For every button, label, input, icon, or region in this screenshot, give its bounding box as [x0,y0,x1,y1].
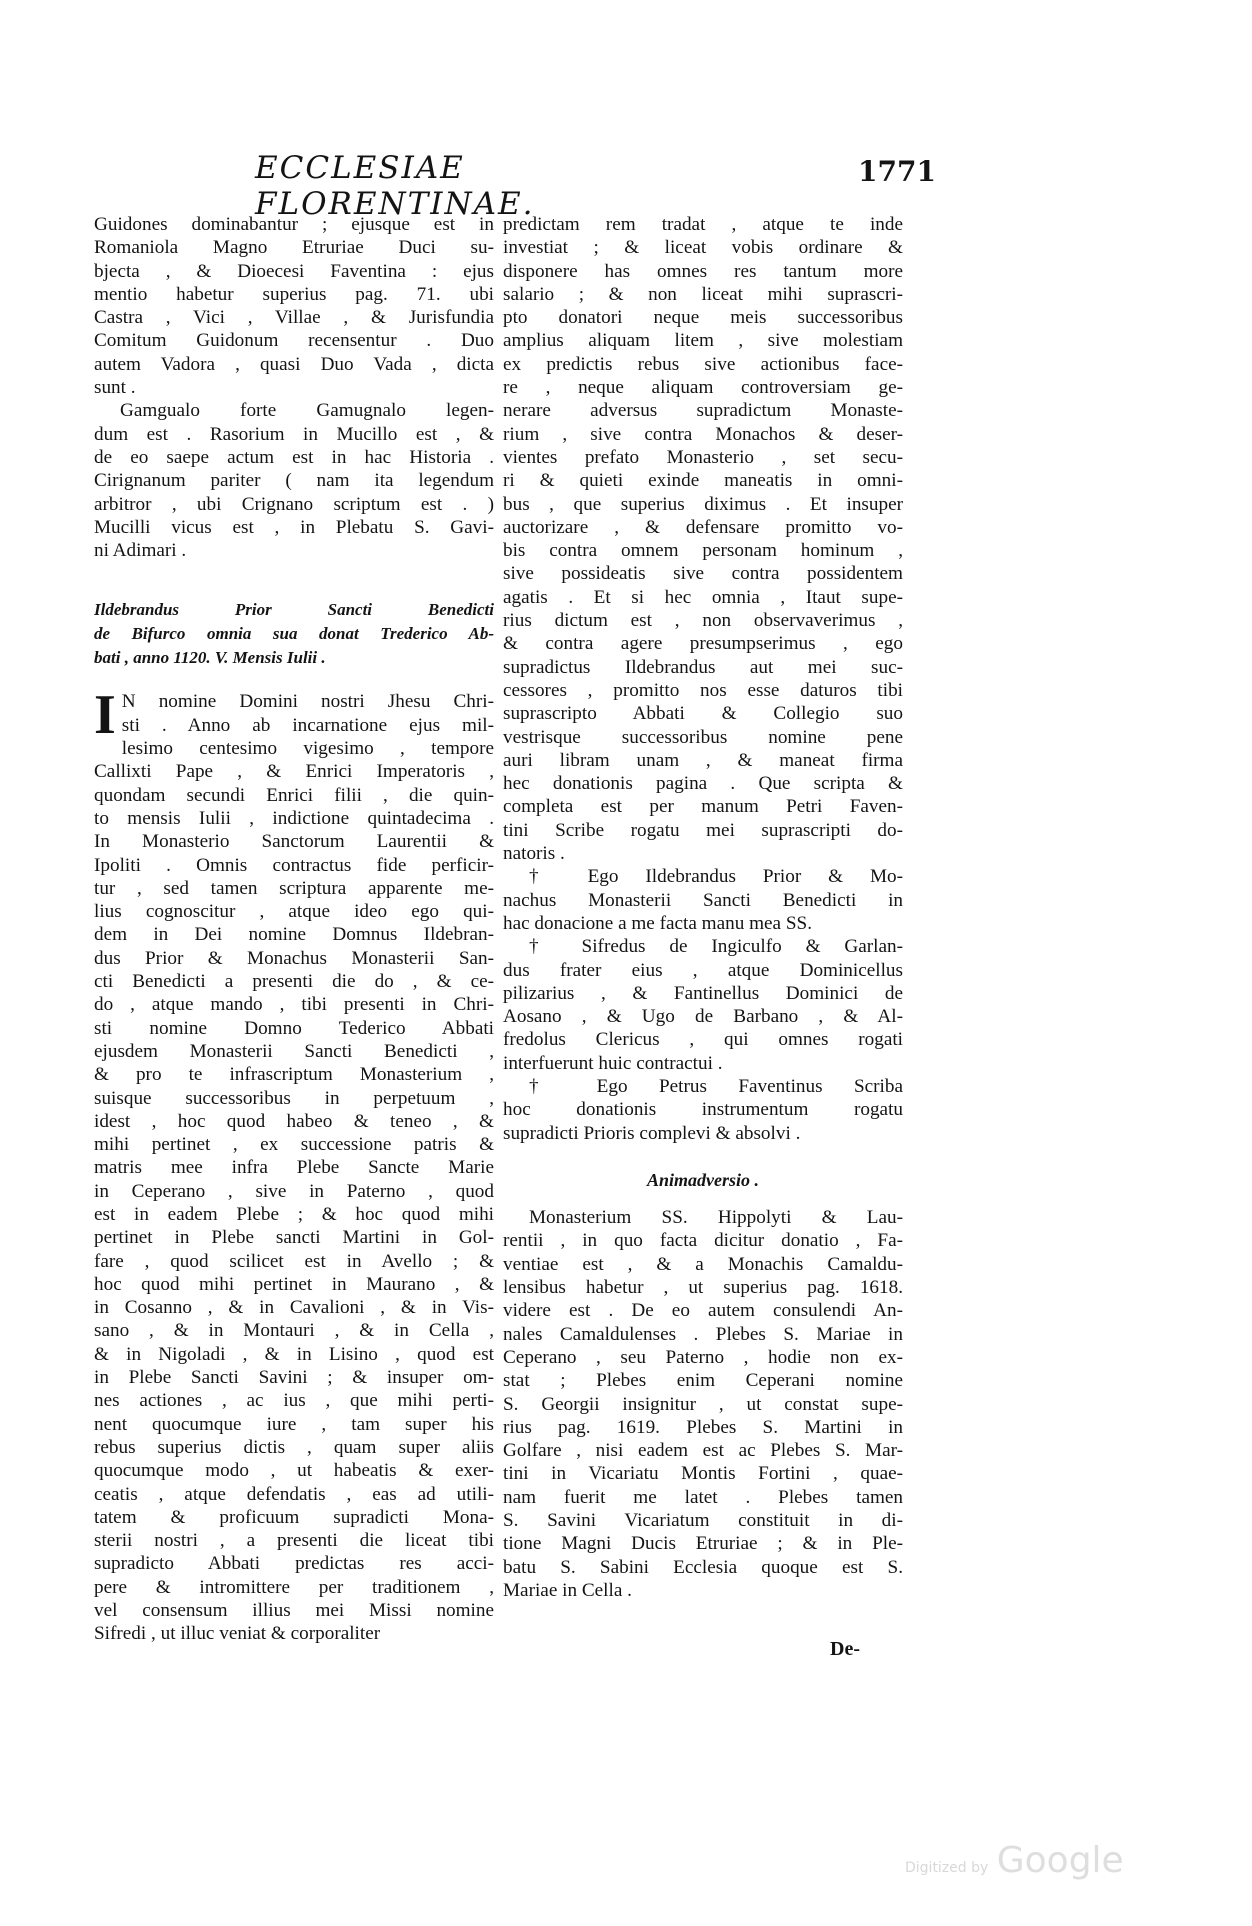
running-title: ECCLESIAE FLORENTINAE. [255,150,535,222]
text-line: auctorizare , & defensare promitto vo- [503,516,903,538]
text-line: nachus Monasterii Sancti Benedicti in [503,889,903,911]
text-line: rebus superius dictis , quam super aliis [94,1436,494,1458]
page-number: 1771 [858,155,936,188]
text-line: ri & quieti exinde maneatis in omni- [503,470,903,492]
text-line: vestrisque successoribus nomine pene [503,726,903,748]
text-line: lesimo centesimo vigesimo , tempore [121,738,494,760]
text-line: rius dictum est , non observaverimus , [503,610,903,632]
text-line: Ceperano , seu Paterno , hodie non ex- [503,1346,903,1368]
text-line: quondam secundi Enrici filii , die quin- [94,784,494,806]
text-line: Monasterium SS. Hippolyti & Lau- [529,1207,903,1229]
text-line: dus Prior & Monachus Monasterii San- [94,947,494,969]
text-line: hac donacione a me facta manu mea SS. [503,912,813,934]
drop-cap: I [94,684,116,747]
text-line: rium , sive contra Monachos & deser- [503,423,903,445]
text-line: hoc quod mihi pertinet in Maurano , & [94,1273,494,1295]
text-line: suprascripto Abbati & Collegio suo [503,703,903,725]
text-line: autem Vadora , quasi Duo Vada , dicta [94,353,494,375]
text-line: Sifredi , ut illuc veniat & corporaliter [94,1623,381,1645]
text-line: pere & intromittere per traditionem , [94,1576,494,1598]
text-line: tione Magni Ducis Etruriae ; & in Ple- [503,1533,903,1555]
text-line: supradicto Abbati predictas res acci- [94,1553,494,1575]
text-line: mihi pertinet , ex successione patris & [94,1134,494,1156]
charter-continuation [503,213,903,865]
text-line: amplius aliquam litem , sive molestiam [503,330,903,352]
catchword: De- [830,1638,860,1660]
text-line: & contra agere presumpserimus , ego [503,633,903,655]
text-line: idest , hoc quod habeo & teneo , & [94,1110,494,1132]
text-line: N nomine Domini nostri Jhesu Chri- [121,691,494,713]
text-line: completa est per manum Petri Faven- [503,796,903,818]
text-line: Mucilli vicus est , in Plebatu S. Gavi- [94,516,494,538]
text-line: S. Georgii insignitur , ut constat supe- [503,1393,903,1415]
signature-scribe [503,1075,903,1145]
text-line: sterii nostri , a presenti die liceat tibi [94,1530,494,1552]
text-line: Golfare , nisi eadem est ac Plebes S. Mar- [503,1440,903,1462]
signature-witnesses [503,935,903,1075]
commentary-paragraph-1 [94,213,494,399]
text-line: nales Camaldulenses . Plebes S. Mariae in [503,1323,903,1345]
text-line: tur , sed tamen scriptura apparente me- [94,877,494,899]
text-line: to mensis Iulii , indictione quintadecima . [94,807,494,829]
text-line: fredolus Clericus , qui omnes rogati [503,1029,903,1051]
text-line: ceatis , atque defendatis , eas ad utili- [94,1483,494,1505]
charter-body [94,684,494,1645]
text-line: tini Scribe rogatu mei suprascripti do- [503,819,903,841]
text-line: Castra , Vici , Villae , & Jurisfundia [94,307,494,329]
text-line: dus frater eius , atque Dominicellus [503,959,903,981]
text-line: in Ceperano , sive in Paterno , quod [94,1180,494,1202]
text-line: nent quocumque iure , tam super his [94,1413,494,1435]
text-line: † Sifredus de Ingiculfo & Garlan- [529,936,903,958]
text-line: † Ego Ildebrandus Prior & Mo- [529,866,903,888]
text-line: de Bifurco omnia sua donat Trederico Ab- [94,624,494,644]
google-logo: Google [996,1840,1124,1881]
animadversio-text [503,1206,903,1602]
text-line: salario ; & non liceat mihi suprascri- [503,283,903,305]
text-line: ejusdem Monasterii Sancti Benedicti , [94,1040,494,1062]
text-line: de eo saepe actum est in hac Historia . [94,446,494,468]
text-line: lius cognoscitur , atque ideo ego qui- [94,901,494,923]
text-line: sti nomine Domno Tederico Abbati [94,1017,494,1039]
text-line: mentio habetur superius pag. 71. ubi [94,283,494,305]
text-line: videre est . De eo autem consulendi An- [503,1300,903,1322]
text-line: stat ; Plebes enim Ceperani nomine [503,1370,903,1392]
text-line: agatis . Et si hec omnia , Itaut supe- [503,586,903,608]
text-line: hec donationis pagina . Que scripta & [503,773,903,795]
text-line: Callixti Pape , & Enrici Imperatoris , [94,761,494,783]
text-line: rius pag. 1619. Plebes S. Martini in [503,1416,903,1438]
text-line: & pro te infrascriptum Monasterium , [94,1064,494,1086]
text-line: sti . Anno ab incarnatione ejus mil- [121,714,494,736]
text-line: est in eadem Plebe ; & hoc quod mihi [94,1203,494,1225]
text-line: Cirignanum pariter ( nam ita legendum [94,470,494,492]
text-line: rentii , in quo facta dicitur donatio , Fa- [503,1230,903,1252]
left-column [94,213,494,1646]
text-line: Mariae in Cella . [503,1579,632,1601]
text-line: Comitum Guidonum recensentur . Duo [94,330,494,352]
text-line: in Plebe Sancti Savini ; & insuper om- [94,1367,494,1389]
signature-prior [503,865,903,935]
text-line: predictam rem tradat , atque te inde [503,214,903,235]
text-line: bjecta , & Dioecesi Faventina : ejus [94,260,494,282]
charter-text [94,684,494,1645]
text-line: in Cosanno , & in Cavalioni , & in Vis- [94,1297,494,1319]
text-line: arbitror , ubi Crignano scriptum est . ) [94,493,494,515]
text-line: investiat ; & liceat vobis ordinare & [503,237,903,259]
text-line: sunt . [94,377,136,399]
text-line: & in Nigoladi , & in Lisino , quod est [94,1343,494,1365]
text-line: suisque successoribus in perpetuum , [94,1087,494,1109]
text-line: auri libram unam , & maneat firma [503,749,903,771]
text-line: supradicti Prioris complevi & absolvi . [503,1122,801,1144]
text-line: bis contra omnem personam hominum , [503,540,903,562]
text-line: fare , quod scilicet est in Avello ; & [94,1250,494,1272]
text-line: supradictus Ildebrandus aut mei suc- [503,656,903,678]
watermark-prefix: Digitized by [905,1860,989,1876]
text-line: pto donatori neque meis successoribus [503,307,903,329]
text-line: quocumque modo , ut habeatis & exer- [94,1460,494,1482]
text-line: Romaniola Magno Etruriae Duci su- [94,237,494,259]
text-line: lensibus habetur , ut superius pag. 1618. [503,1277,903,1299]
text-line: cessores , promitto nos esse daturos tibi [503,679,903,701]
text-line: ex predictis rebus sive actionibus face- [503,353,903,375]
text-line: pilizarius , & Fantinellus Dominici de [503,982,903,1004]
text-line: Guidones dominabantur ; ejusque est in [94,214,494,235]
text-line: Aosano , & Ugo de Barbano , & Al- [503,1006,903,1028]
commentary-paragraph-2 [94,399,494,562]
text-line: ventiae est , & a Monachis Camaldu- [503,1253,903,1275]
text-line: vel consensum illius mei Missi nomine [94,1600,494,1622]
text-line: hoc donationis instrumentum rogatu [503,1099,903,1121]
text-line: In Monasterio Sanctorum Laurentii & [94,831,494,853]
text-line: bati , anno 1120. V. Mensis Iulii . [94,648,326,668]
text-line: sano , & in Montauri , & in Cella , [94,1320,494,1342]
document-heading [94,598,494,670]
right-column [503,213,903,1602]
text-line: matris mee infra Plebe Sancte Marie [94,1157,494,1179]
text-line: bus , que superius diximus . Et insuper [503,493,903,515]
text-line: nes actiones , ac ius , que mihi perti- [94,1390,494,1412]
text-line: nerare adversus supradictum Monaste- [503,400,903,422]
text-line: natoris . [503,843,565,865]
text-line: tini in Vicariatu Montis Fortini , quae- [503,1463,903,1485]
text-line: re , neque aliquam controversiam ge- [503,377,903,399]
text-line: † Ego Petrus Faventinus Scriba [529,1075,903,1097]
text-line: batu S. Sabini Ecclesia quoque est S. [503,1556,903,1578]
text-line: S. Savini Vicariatum constituit in di- [503,1510,903,1532]
text-line: Ildebrandus Prior Sancti Benedicti [94,600,494,620]
text-line: disponere has omnes res tantum more [503,260,903,282]
digitized-watermark [905,1840,1124,1881]
text-line: ni Adimari . [94,540,187,562]
text-line: sive possideatis sive contra possidentem [503,563,903,585]
text-line: dem in Dei nomine Domnus Ildebran- [94,924,494,946]
text-line: cti Benedicti a presenti die do , & ce- [94,971,494,993]
text-line: vientes prefato Monasterio , set secu- [503,446,903,468]
text-line: interfuerunt huic contractui . [503,1052,723,1074]
animadversio-title: Animadversio . [646,1169,759,1190]
text-line: nam fuerit me latet . Plebes tamen [503,1486,903,1508]
text-line: pertinet in Plebe sancti Martini in Gol- [94,1227,494,1249]
text-line: tatem & proficuum supradicti Mona- [94,1506,494,1528]
text-line: Ipoliti . Omnis contractus fide perficir- [94,854,494,876]
text-line: do , atque mando , tibi presenti in Chri- [94,994,494,1016]
text-line: dum est . Rasorium in Mucillo est , & [94,423,494,445]
text-line: Gamgualo forte Gamugnalo legen- [120,400,494,422]
